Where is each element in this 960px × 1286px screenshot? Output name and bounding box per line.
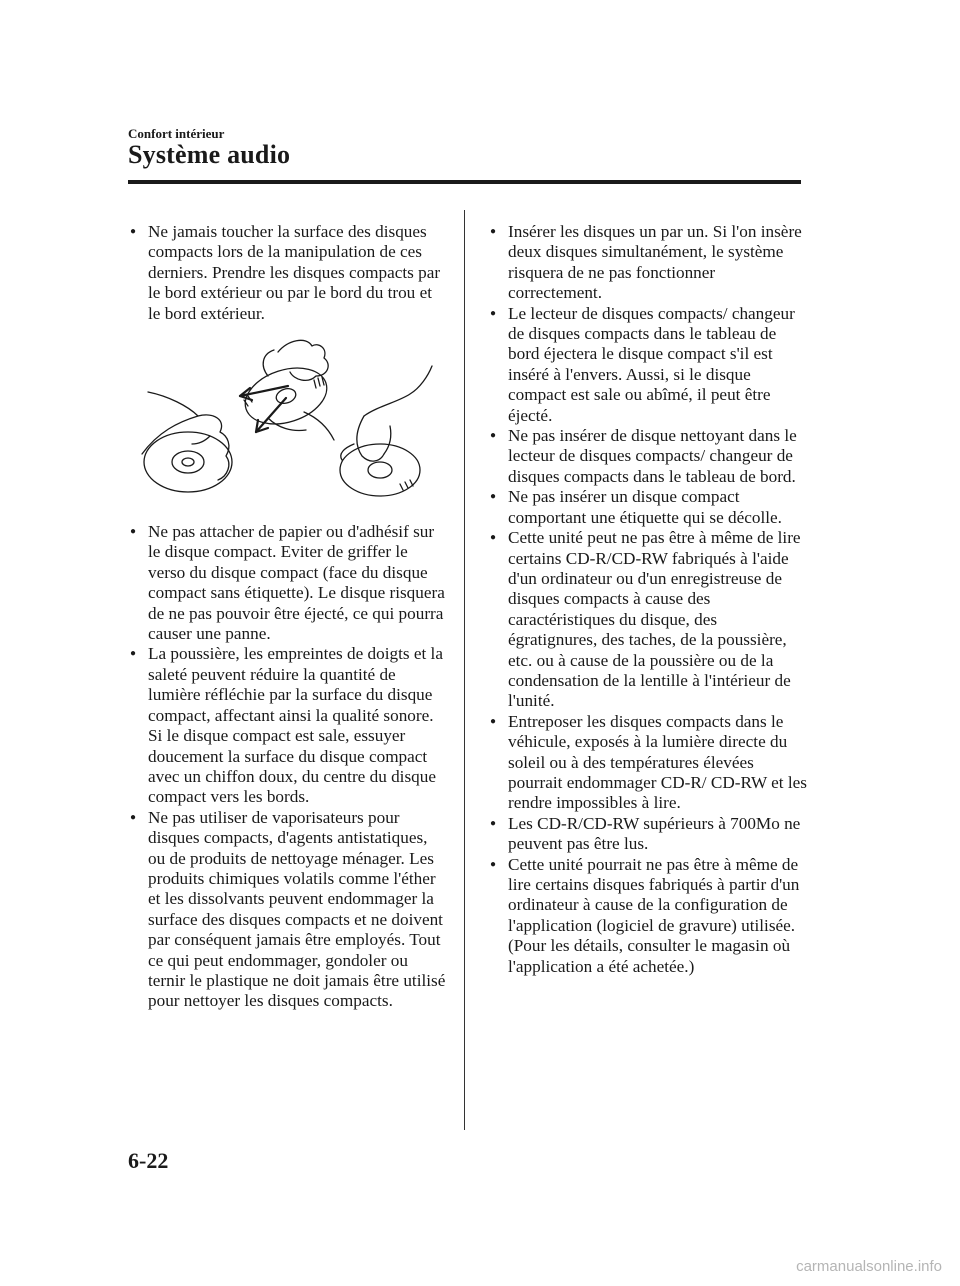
left-bullet-list-top [128, 222, 446, 324]
list-item: ● Ne pas utiliser de vaporisateurs pour disques compacts, d'agents antistatiques, ou de produits de nettoyage ménager. Les produits chimiques volatils comme l'éther et les dissolvants peuvent endommager la surface des disques compacts et ne doivent par conséquent jamais être employés. Tout ce qui peut endommager, gondoler ou ternir le plastique ne doit jamais être utilisé pour nettoyer les disques compacts. [128, 808, 446, 1012]
list-item: ● Cette unité peut ne pas être à même de lire certains CD-R/CD-RW fabriqués à l'aide d'un ordinateur ou d'un enregistreuse de disques compacts à cause des caractéristiques du disque, des égratignures, des taches, de la poussière, etc. ou à cause de la poussière ou de la condensation de la lentille à l'intérieur de l'unité. [488, 528, 808, 712]
list-item: ● Cette unité pourrait ne pas être à même de lire certains disques fabriqués à partir d'un ordinateur à cause de la configuration de l'application (logiciel de gravure) utilisée. (Pour les détails, consulter le magasin où l'application a été achetée.) [488, 855, 808, 977]
list-item: ● Ne pas insérer de disque nettoyant dans le lecteur de disques compacts/ changeur de disques compacts dans le tableau de bord. [488, 426, 808, 487]
list-item: ● Les CD-R/CD-RW supérieurs à 700Mo ne peuvent pas être lus. [488, 814, 808, 855]
column-divider [464, 210, 465, 1130]
right-bullet-list [488, 222, 808, 977]
cd-handling-illustration-icon [128, 336, 446, 512]
list-item: ● Insérer les disques un par un. Si l'on insère deux disques simultanément, le système risquera de ne pas fonctionner correctement. [488, 222, 808, 304]
cd-handling-figure [128, 336, 446, 512]
list-item: ● Ne jamais toucher la surface des disques compacts lors de la manipulation de ces derniers. Prendre les disques compacts par le bord extérieur ou par le bord du trou et le bord extérieur. [128, 222, 446, 324]
list-item: ● La poussière, les empreintes de doigts et la saleté peuvent réduire la quantité de lumière réfléchie par la surface du disque compact, affectant ainsi la qualité sonore. Si le disque compact est sale, essuyer doucement la surface du disque compact avec un chiffon doux, du centre du disque compact vers les bords. [128, 644, 446, 807]
list-item: ● Ne pas attacher de papier ou d'adhésif sur le disque compact. Eviter de griffer le verso du disque compact (face du disque compact sans étiquette). Le disque risquera de ne pas pouvoir être éjecté, ce qui pourra causer une panne. [128, 522, 446, 644]
list-item: ● Le lecteur de disques compacts/ changeur de disques compacts dans le tableau de bord éjectera le disque compact s'il est inséré à l'envers. Aussi, si le disque compact est sale ou abîmé, il peut être éjecté. [488, 304, 808, 426]
right-column [488, 222, 808, 977]
title-rule [128, 180, 801, 184]
left-column [128, 222, 446, 1012]
list-item: ● Entreposer les disques compacts dans le véhicule, exposés à la lumière directe du soleil ou à des températures élevées pourrait endommager CD-R/ CD-RW et les rendre impossibles à lire. [488, 712, 808, 814]
watermark: carmanualsonline.info [796, 1258, 942, 1275]
section-label: Confort intérieur [128, 126, 225, 141]
page-number: 6-22 [128, 1148, 169, 1173]
list-item: ● Ne pas insérer un disque compact comportant une étiquette qui se décolle. [488, 487, 808, 528]
page-title: Système audio [128, 140, 291, 169]
left-bullet-list-bottom [128, 522, 446, 1012]
